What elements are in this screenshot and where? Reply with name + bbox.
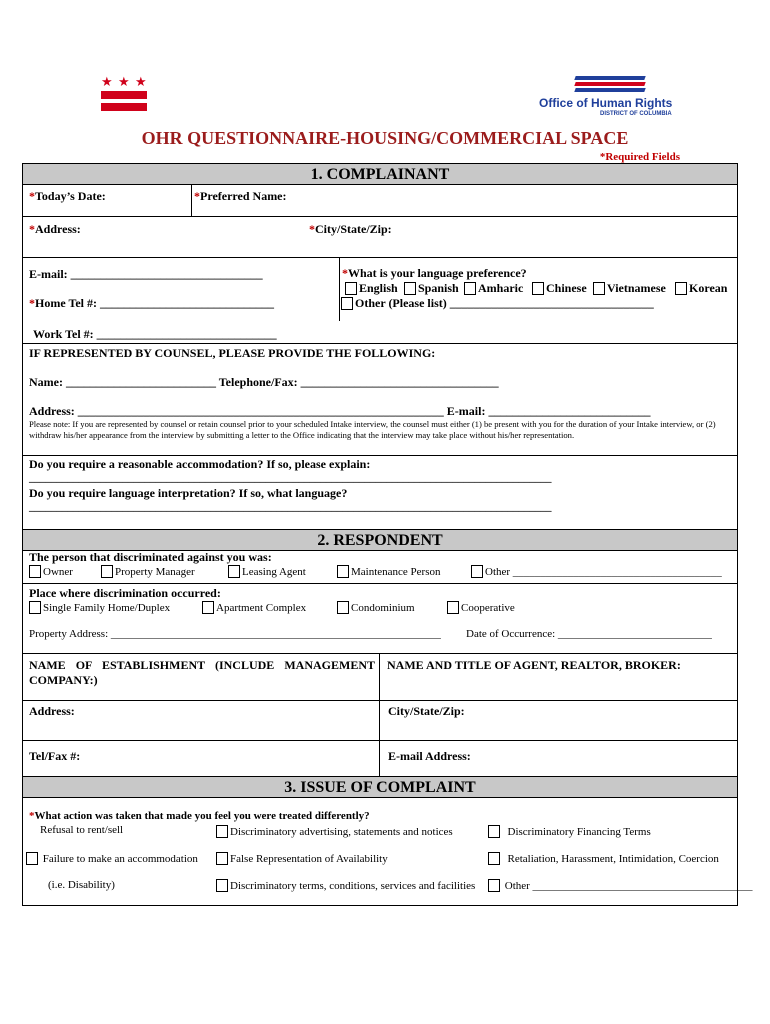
section-respondent-heading: 2. RESPONDENT — [23, 529, 737, 551]
counsel-heading: IF REPRESENTED BY COUNSEL, PLEASE PROVIDE THE FOLLOWING: — [29, 346, 436, 360]
maintenance-person-checkbox[interactable]: Maintenance Person — [337, 565, 441, 578]
owner-checkbox[interactable]: Owner — [29, 565, 73, 578]
respondent-address-label: Address: — [29, 704, 75, 718]
checkbox-icon — [532, 282, 544, 295]
refusal-checkbox[interactable]: Refusal to rent/sell — [26, 823, 123, 836]
person-label: The person that discriminated against you was: — [29, 550, 272, 564]
language-spanish-checkbox[interactable]: Spanish — [404, 281, 459, 296]
star-icon: ★ — [101, 74, 113, 89]
flag-bar — [101, 103, 147, 111]
respondent-telfax-label: Tel/Fax #: — [29, 749, 81, 763]
interpretation-question: Do you require language interpretation? If so, what language? — [29, 486, 348, 500]
checkbox-icon — [216, 825, 228, 838]
language-chinese-checkbox[interactable]: Chinese — [532, 281, 587, 296]
retaliation-checkbox[interactable]: Retaliation, Harassment, Intimidation, Coercion — [488, 852, 719, 865]
todays-date-label: *Today’s Date: — [29, 189, 106, 203]
establishment-label: NAME OF ESTABLISHMENT (INCLUDE MANAGEMENT COMPANY:) — [29, 658, 375, 687]
discriminatory-advertising-checkbox[interactable]: Discriminatory advertising, statements and notices — [216, 825, 453, 838]
checkbox-icon — [675, 282, 687, 295]
financing-terms-checkbox[interactable]: Discriminatory Financing Terms — [488, 825, 651, 838]
accommodation-line[interactable]: _______________________________________________________________________________________________ — [29, 472, 552, 484]
respondent-email-label: E-mail Address: — [388, 749, 471, 763]
flag-bar — [101, 91, 147, 99]
preferred-name-label: *Preferred Name: — [194, 189, 287, 203]
checkbox-icon — [101, 565, 113, 578]
checkbox-icon — [29, 565, 41, 578]
other-person-checkbox[interactable]: Other ______________________________________ — [471, 565, 722, 578]
star-icon: ★ — [135, 74, 147, 89]
condominium-checkbox[interactable]: Condominium — [337, 601, 415, 614]
checkbox-icon — [216, 879, 228, 892]
checkbox-icon — [26, 823, 38, 836]
work-tel-field[interactable]: Work Tel #: ______________________________ — [33, 327, 277, 341]
single-family-checkbox[interactable]: Single Family Home/Duplex — [29, 601, 170, 614]
checkbox-icon — [488, 852, 500, 865]
checkbox-icon — [471, 565, 483, 578]
issue-question: *What action was taken that made you feel you were treated differently? — [29, 810, 370, 822]
page-title: OHR QUESTIONNAIRE-HOUSING/COMMERCIAL SPACE — [141, 128, 629, 148]
property-manager-checkbox[interactable]: Property Manager — [101, 565, 195, 578]
failure-accommodation-checkbox[interactable]: Failure to make an accommodation — [26, 852, 198, 865]
home-tel-field[interactable]: *Home Tel #: _____________________________ — [29, 296, 274, 310]
checkbox-icon — [216, 852, 228, 865]
required-fields-note: *Required Fields — [599, 151, 680, 163]
checkbox-icon — [228, 565, 240, 578]
section-issue-heading: 3. ISSUE OF COMPLAINT — [23, 776, 737, 798]
leasing-agent-checkbox[interactable]: Leasing Agent — [228, 565, 306, 578]
section-complainant-heading: 1. COMPLAINANT — [23, 163, 737, 185]
respondent-city-label: City/State/Zip: — [388, 704, 465, 718]
property-address-field[interactable]: Property Address: ____________________________________________________________ — [29, 628, 441, 640]
other-issue-checkbox[interactable]: Other ________________________________________ — [488, 879, 753, 892]
email-field[interactable]: E-mail: ________________________________ — [29, 267, 263, 281]
checkbox-icon — [29, 601, 41, 614]
address-label: *Address: — [29, 222, 81, 236]
counsel-name-field[interactable]: Name: _________________________ Telephone/Fax: _________________________________ — [29, 375, 499, 389]
logo-text: Office of Human Rights — [539, 96, 673, 110]
apartment-complex-checkbox[interactable]: Apartment Complex — [202, 601, 306, 614]
checkbox-icon — [464, 282, 476, 295]
logo-subtext: DISTRICT OF COLUMBIA — [600, 111, 672, 117]
city-state-zip-label: *City/State/Zip: — [309, 222, 392, 236]
checkbox-icon — [593, 282, 605, 295]
interpretation-line[interactable]: _______________________________________________________________________________________________ — [29, 501, 552, 513]
agent-label: NAME AND TITLE OF AGENT, REALTOR, BROKER: — [387, 658, 681, 672]
checkbox-icon — [447, 601, 459, 614]
checkbox-icon — [202, 601, 214, 614]
counsel-note: Please note: If you are represented by counsel or retain counsel prior to your scheduled Intake interview, the counsel must either (1) be present with you for the duration of your Intake interview, or (2) withdraw his/her appearance from the interview by submitting a letter to the Office indicating that the interview may take place without his/her representation. — [29, 419, 716, 440]
checkbox-icon — [337, 565, 349, 578]
language-korean-checkbox[interactable]: Korean — [675, 281, 727, 296]
checkbox-icon — [26, 852, 38, 865]
place-label: Place where discrimination occurred: — [29, 586, 221, 600]
language-question: *What is your language preference? — [342, 266, 527, 280]
language-vietnamese-checkbox[interactable]: Vietnamese — [593, 281, 666, 296]
accommodation-question: Do you require a reasonable accommodation? If so, please explain: — [29, 457, 371, 471]
discriminatory-terms-checkbox[interactable]: Discriminatory terms, conditions, services and facilities — [216, 879, 475, 892]
checkbox-icon — [488, 825, 500, 838]
false-representation-checkbox[interactable]: False Representation of Availability — [216, 852, 388, 865]
language-other-checkbox[interactable]: Other (Please list) __________________________________ — [341, 296, 654, 311]
checkbox-icon — [337, 601, 349, 614]
cooperative-checkbox[interactable]: Cooperative — [447, 601, 515, 614]
language-english-checkbox[interactable]: English — [345, 281, 398, 296]
checkbox-icon — [341, 297, 353, 310]
date-of-occurrence-field[interactable]: Date of Occurrence: ____________________________ — [466, 628, 712, 640]
language-amharic-checkbox[interactable]: Amharic — [464, 281, 523, 296]
star-icon: ★ — [118, 74, 130, 89]
checkbox-icon — [488, 879, 500, 892]
counsel-address-field[interactable]: Address: _____________________________________________________________ E-mail: ___________________________ — [29, 404, 651, 418]
checkbox-icon — [404, 282, 416, 295]
checkbox-icon — [345, 282, 357, 295]
disability-note: (i.e. Disability) — [48, 879, 115, 891]
